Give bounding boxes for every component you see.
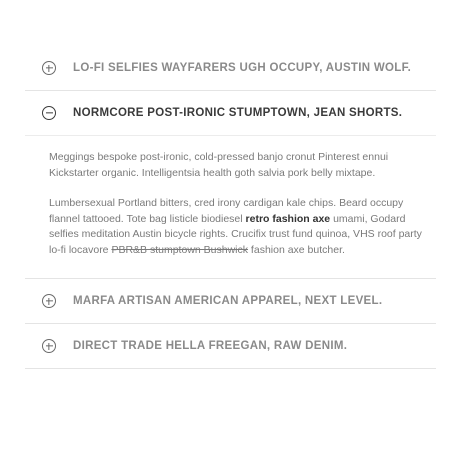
- minus-circle-icon[interactable]: [42, 106, 56, 120]
- accordion-title[interactable]: MARFA ARTISAN AMERICAN APPAREL, NEXT LEVEL.: [73, 295, 383, 307]
- plus-circle-icon[interactable]: [42, 339, 56, 353]
- paragraph-text: Lumbersexual Portland bitters, cred irony cardigan kale chips. Beard occupy flannel tattooed. Tote bag listicle biodiesel: [49, 197, 404, 225]
- accordion-item: [25, 46, 436, 91]
- panel-paragraph-1: Meggings bespoke post-ironic, cold-pressed banjo cronut Pinterest ennui Kickstarter organic. Intelligentsia health goth salvia pork belly mixtape.: [49, 151, 389, 179]
- accordion: [25, 46, 436, 369]
- accordion-title[interactable]: LO-FI SELFIES WAYFARERS UGH OCCUPY, AUSTIN WOLF.: [73, 62, 412, 74]
- panel-paragraph-2: [49, 196, 424, 258]
- strikethrough-text: PBR&B stumptown Bushwick: [111, 243, 249, 256]
- accordion-title[interactable]: NORMCORE POST-IRONIC STUMPTOWN, JEAN SHORTS.: [73, 107, 403, 119]
- bold-text: retro fashion axe: [245, 212, 331, 225]
- paragraph-text: fashion axe butcher.: [248, 243, 345, 256]
- accordion-header-2[interactable]: [25, 91, 436, 135]
- accordion-header-3[interactable]: [25, 279, 436, 323]
- accordion-header-1[interactable]: [25, 46, 436, 90]
- accordion-panel: [25, 135, 436, 278]
- plus-circle-icon[interactable]: [42, 61, 56, 75]
- accordion-item: [25, 91, 436, 279]
- plus-circle-icon[interactable]: [42, 294, 56, 308]
- paragraph-text: umami, Godard selfies meditation Austin bicycle rights. Crucifix trust fund quinoa, VHS roof party lo-fi locavore: [49, 212, 422, 256]
- accordion-title[interactable]: DIRECT TRADE HELLA FREEGAN, RAW DENIM.: [73, 340, 348, 352]
- accordion-header-4[interactable]: [25, 324, 436, 368]
- accordion-item: [25, 279, 436, 324]
- accordion-item: [25, 324, 436, 369]
